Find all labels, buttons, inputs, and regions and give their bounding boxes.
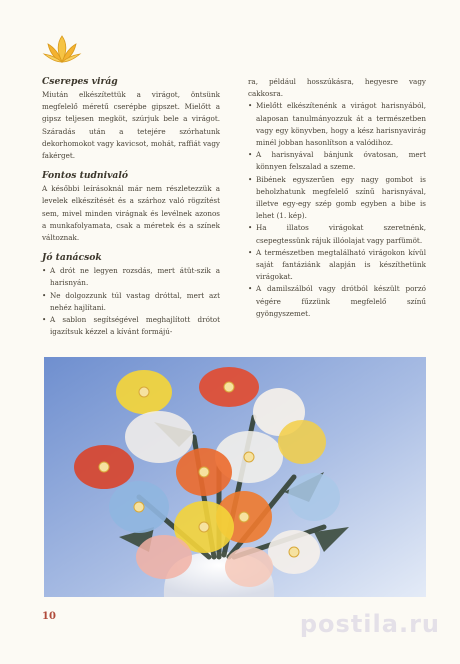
flower-bouquet-photo [44,357,426,597]
continued-text: ra, például hosszúkásra, hegyesre vagy cakkosra. [248,77,426,99]
list-item: • A damilszálból vagy drótból készült porzó végére fűzzünk megfelelő színű gyöngyszemet. [248,283,426,320]
section-title-important-note: Fontos tudnivaló [42,170,128,182]
section-title-potted-flower: Cserepes virág [42,76,118,87]
list-item: • A harisnyával bánjunk óvatosan, mert könnyen felszalad a szeme. [248,149,426,173]
lotus-flower-icon [42,32,82,68]
list-item: • A drót ne legyen rozsdás, mert átüt-szik a harisnyán. [42,265,220,289]
list-item: • Ha illatos virágokat szeretnénk, csepegtessünk rájuk illóolajat vagy parfümöt. [248,222,426,246]
section-title-good-tips: Jó tanácsok [42,252,102,264]
right-column [248,76,426,320]
page-number: 10 [42,611,56,622]
list-item: • Bibének egyszerűen egy nagy gombot is beholzhatunk megfelelő színű harisnyával, illetve egy-egy szép gomb egyben a bibe is lehet (1. kép). [248,174,426,223]
list-item: • A sablon segítségével meghajlított drótot igazítsuk kézzel a kívánt formájú- [42,314,220,338]
left-column [42,76,220,338]
tips-list-continued [248,100,426,320]
tips-list [42,265,220,338]
watermark: postila.ru [299,610,440,638]
list-item: • Ne dolgozzunk túl vastag dróttal, mert azt nehéz hajlítani. [42,290,220,314]
list-item: • Mielőtt elkészítenénk a virágot harisnyából, alaposan tanulmányozzuk át a természetben vagy egy könyvben, hogy a kész harisnyavirág minél jobban hasonlítson a valódihoz. [248,100,426,149]
section-text-potted-flower: Miután elkészítettük a virágot, öntsünk megfelelő méretű cserépbe gipszet. Mielőtt a gipsz teljesen megköt, szúrjuk bele a virágot. Száradás után a tetejére szórhatunk dekorhomokot vagy kavicsot, mohát, raffiát vagy fakérget. [42,90,220,161]
list-item: • A természetben megtalálható virágokon kívül saját fantáziánk alapján is készíthetünk virágokat. [248,247,426,284]
section-text-important-note: A későbbi leírásoknál már nem részletezzük a levelek elkészítését és a szárhoz való rögzítést sem, mivel minden virágnak és levélnek azonos a munkafolyamata, csak a méretek és a színek változnak. [42,184,220,243]
